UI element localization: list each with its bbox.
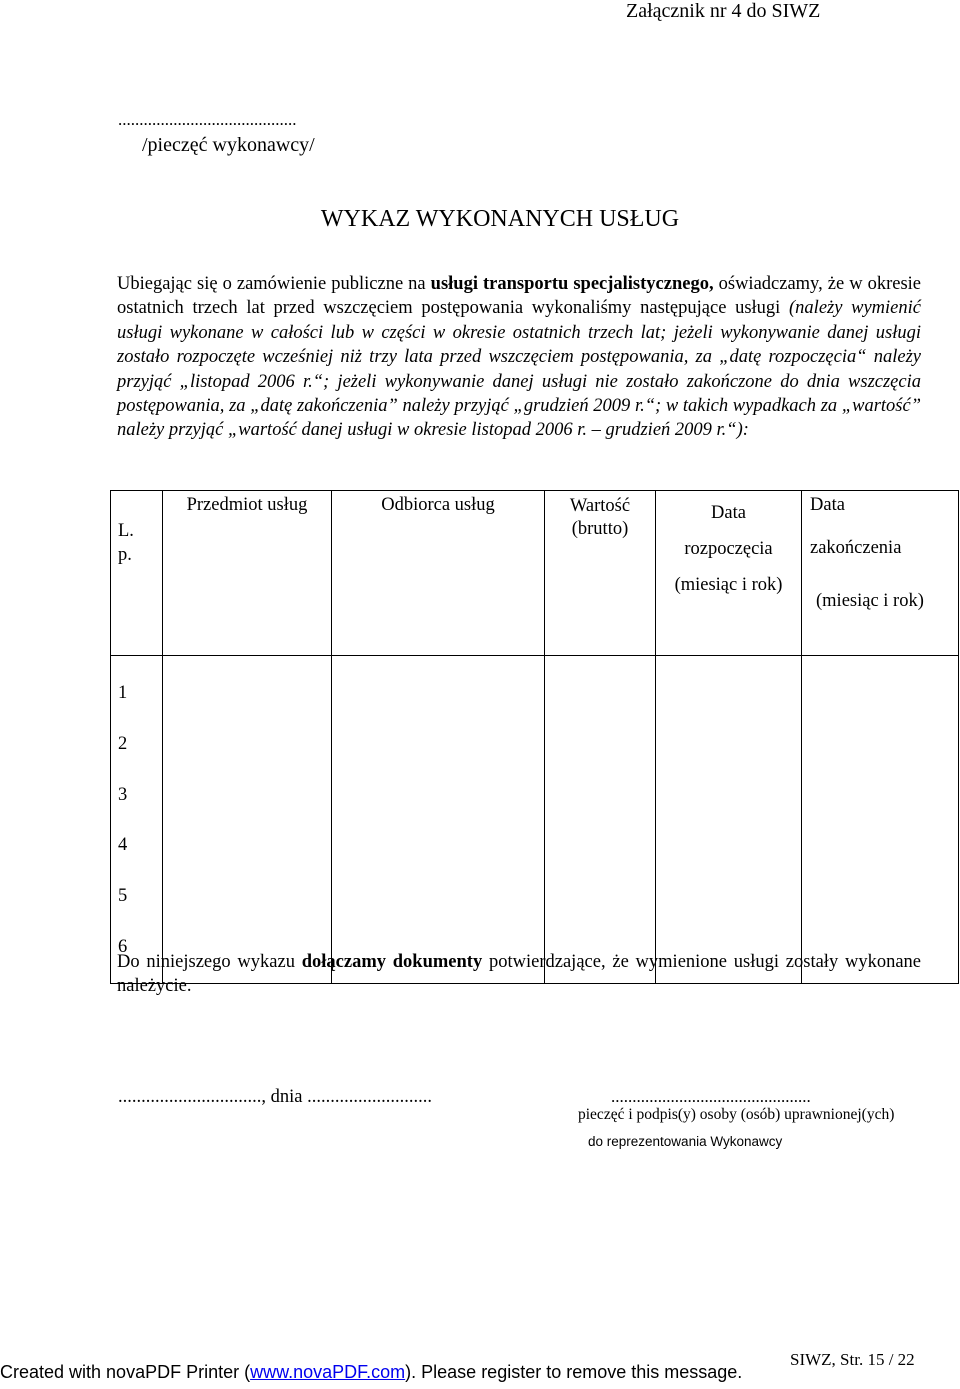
header-start-date bbox=[656, 491, 802, 656]
header-start-line2: rozpoczęcia bbox=[684, 539, 773, 559]
header-start-line1: Data bbox=[711, 503, 746, 523]
signature-caption-2: do reprezentowania Wykonawcy bbox=[588, 1134, 783, 1149]
intro-bold: usługi transportu specjalistycznego, bbox=[430, 274, 714, 294]
header-client: Odbiorca usług bbox=[332, 491, 545, 656]
start-date-cell[interactable] bbox=[656, 656, 802, 984]
client-cell[interactable] bbox=[332, 656, 545, 984]
header-end-line2: zakończenia bbox=[810, 538, 902, 558]
annex-label: Załącznik nr 4 do SIWZ bbox=[626, 0, 821, 22]
document-title: WYKAZ WYKONANYCH USŁUG bbox=[320, 206, 680, 232]
stamp-dots: .......................................... bbox=[118, 110, 297, 129]
row-number: 5 bbox=[118, 886, 128, 907]
signature-caption: pieczęć i podpis(y) osoby (osób) uprawnionej(ych) bbox=[578, 1106, 895, 1123]
footer-watermark bbox=[0, 1362, 742, 1383]
row-number: 2 bbox=[118, 733, 128, 754]
intro-text-1: Ubiegając się o zamówienie publiczne na bbox=[117, 274, 431, 294]
footer-text-before: Created with novaPDF Printer ( bbox=[0, 1362, 251, 1382]
value-cell[interactable] bbox=[545, 656, 656, 984]
header-value-line1: Wartość bbox=[569, 496, 631, 516]
place-date-line: ..............................., dnia ........................... bbox=[118, 1087, 432, 1107]
row-number: 1 bbox=[118, 683, 128, 703]
stamp-label: /pieczęć wykonawcy/ bbox=[142, 134, 315, 156]
table-body-row bbox=[111, 656, 959, 984]
row-number: 4 bbox=[118, 835, 128, 856]
header-value bbox=[545, 491, 656, 656]
subject-cell[interactable] bbox=[163, 656, 332, 984]
intro-italic: (należy wymienić usługi wykonane w całości lub w części w okresie ostatnich trzech lat; jeżeli wykonywanie danej usługi zostało rozpoczęte wcześniej niż trzy lata przed wszczęciem postępowania, za „datę rozpoczęcia“ należy przyjąć „listopad 2006 r.“; jeżeli wykonywanie danej usługi nie zostało zakończone do dnia wszczęcia postępowania, za „datę zakończenia” należy przyjąć „grudzień 2009 r.“; w takich wypadkach za „wartość” należy przyjąć „wartość danej usługi w okresie listopad 2006 r. – grudzień 2009 r.“): bbox=[117, 298, 921, 441]
header-lp bbox=[111, 491, 163, 656]
row-numbers-cell bbox=[111, 656, 163, 984]
services-table bbox=[110, 490, 959, 984]
header-lp-line2: p. bbox=[118, 545, 132, 565]
header-lp-line1: L. bbox=[118, 521, 134, 541]
header-end-line3: (miesiąc i rok) bbox=[816, 591, 924, 611]
intro-text-2: oświadczamy, że w okresie ostatnich trzech lat przed wszczęciem postępowania wykonaliśmy następujące usługi bbox=[117, 274, 921, 319]
row-number: 3 bbox=[118, 784, 128, 805]
signature-dots: ............................................... bbox=[611, 1087, 811, 1106]
attached-bold: dołączamy dokumenty bbox=[301, 952, 483, 972]
attached-text-1: Do niniejszego wykazu bbox=[117, 952, 302, 972]
header-end-date bbox=[802, 491, 959, 656]
header-subject: Przedmiot usług bbox=[163, 491, 332, 656]
page-number: SIWZ, Str. 15 / 22 bbox=[790, 1350, 915, 1369]
footer-text-after: ). Please register to remove this message. bbox=[405, 1362, 743, 1382]
header-end-line1: Data bbox=[810, 495, 845, 515]
attached-text-2: potwierdzające, że wymienione usługi zostały wykonane należycie. bbox=[117, 952, 921, 997]
table-header-row bbox=[111, 491, 959, 656]
end-date-cell[interactable] bbox=[802, 656, 959, 984]
row-number: 6 bbox=[118, 936, 128, 957]
header-value-line2: (brutto) bbox=[571, 519, 629, 539]
intro-paragraph bbox=[117, 272, 921, 443]
footer-link[interactable]: www.novaPDF.com bbox=[250, 1362, 406, 1382]
attached-documents-paragraph bbox=[117, 950, 921, 999]
header-start-line3: (miesiąc i rok) bbox=[674, 575, 783, 595]
